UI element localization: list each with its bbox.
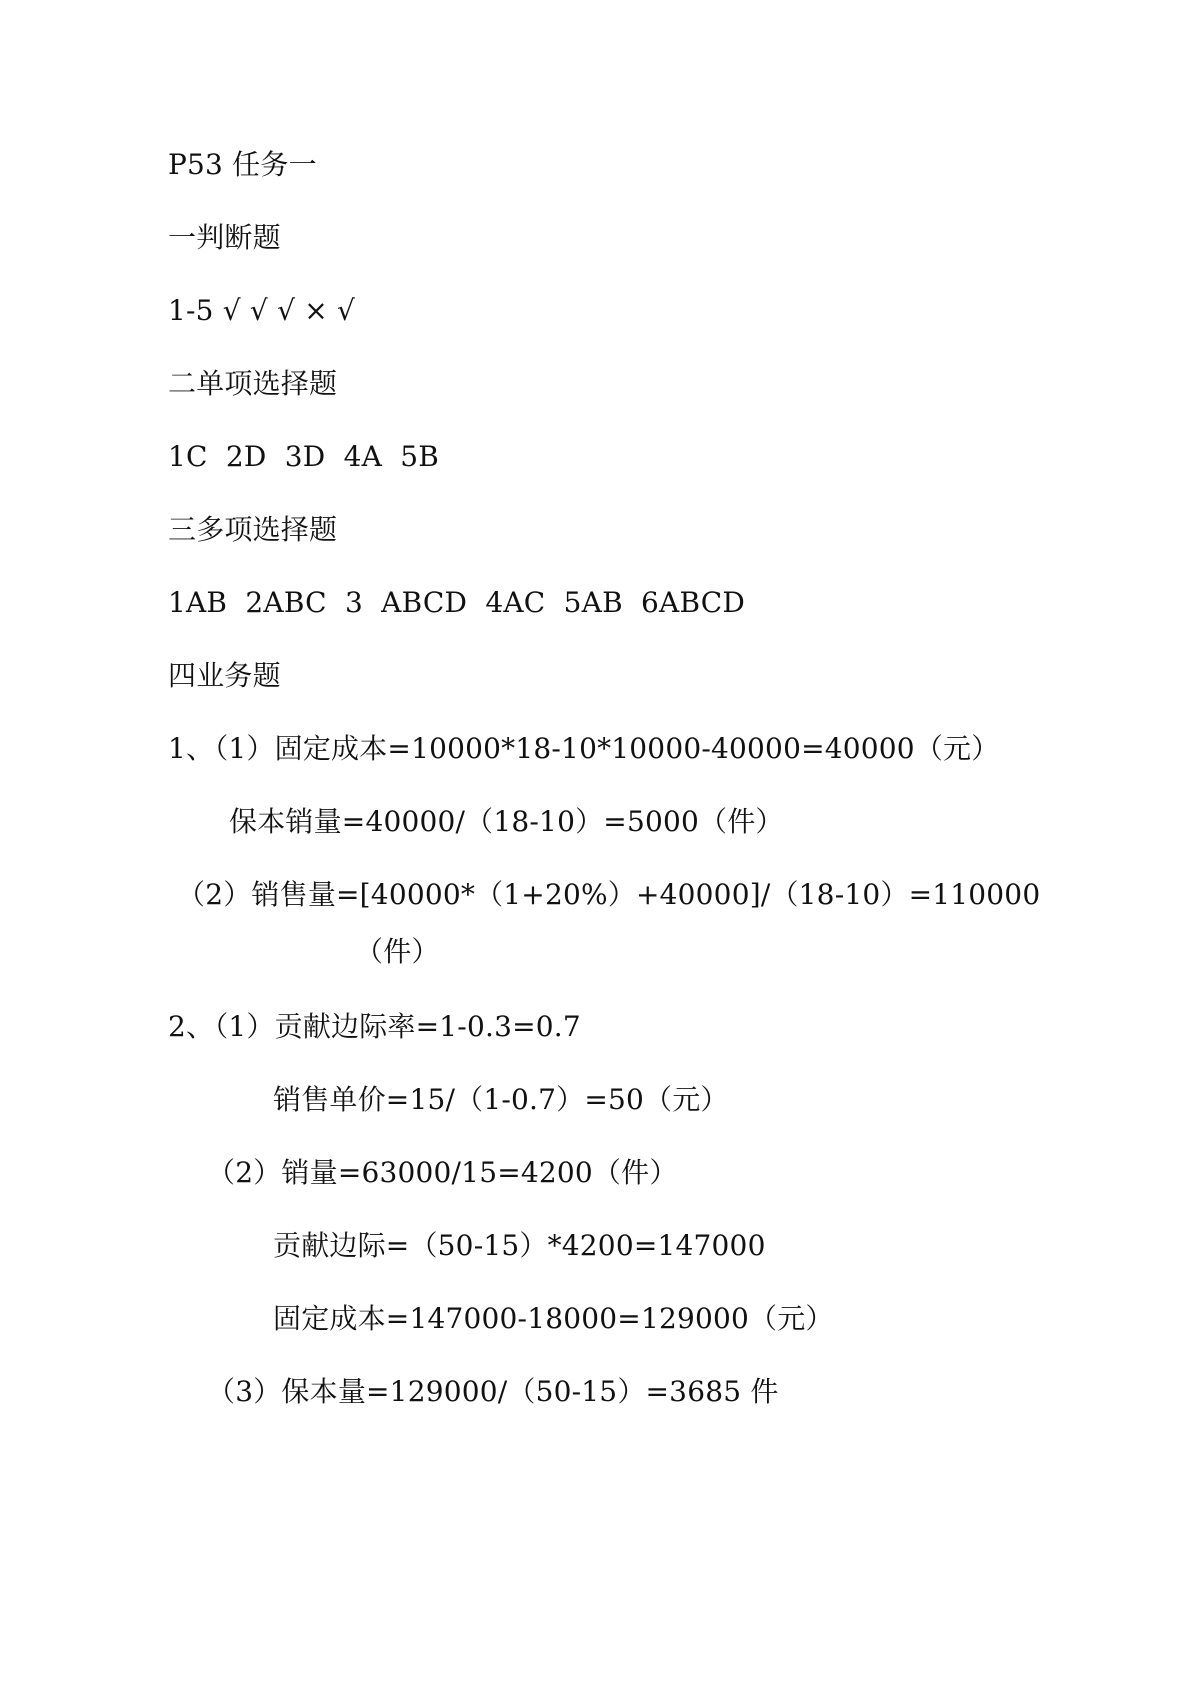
- section-heading-business: 四业务题: [168, 659, 281, 692]
- multiple-choice-answers: 1AB 2ABC 3 ABCD 4AC 5AB 6ABCD: [168, 586, 746, 619]
- section-heading-judgment: 一判断题: [168, 221, 281, 254]
- document-title: P53 任务一: [168, 148, 317, 181]
- q2-part2-line1: （2）销量=63000/15=4200（件）: [207, 1156, 678, 1189]
- q1-part2-line1: （2）销售量=[40000*（1+20%）+40000]/（18-10）=110000: [177, 878, 1041, 911]
- q2-part2-line2: 贡献边际=（50-15）*4200=147000: [273, 1229, 766, 1262]
- q1-part1-line2: 保本销量=40000/（18-10）=5000（件）: [229, 805, 784, 838]
- q1-part2-line2: （件）: [355, 935, 440, 968]
- q1-part1-line1: 1、（1）固定成本=10000*18-10*10000-40000=40000（元）: [168, 732, 1000, 765]
- q2-part2-line3: 固定成本=147000-18000=129000（元）: [273, 1302, 834, 1335]
- section-heading-multiple-choice: 三多项选择题: [168, 513, 338, 546]
- q2-part1-line1: 2、（1）贡献边际率=1-0.3=0.7: [168, 1010, 581, 1043]
- q2-part3-line1: （3）保本量=129000/（50-15）=3685 件: [207, 1375, 779, 1408]
- judgment-answers: 1-5 √ √ √ × √: [168, 294, 356, 327]
- single-choice-answers: 1C 2D 3D 4A 5B: [168, 440, 439, 473]
- q2-part1-line2: 销售单价=15/（1-0.7）=50（元）: [273, 1083, 729, 1116]
- section-heading-single-choice: 二单项选择题: [168, 367, 338, 400]
